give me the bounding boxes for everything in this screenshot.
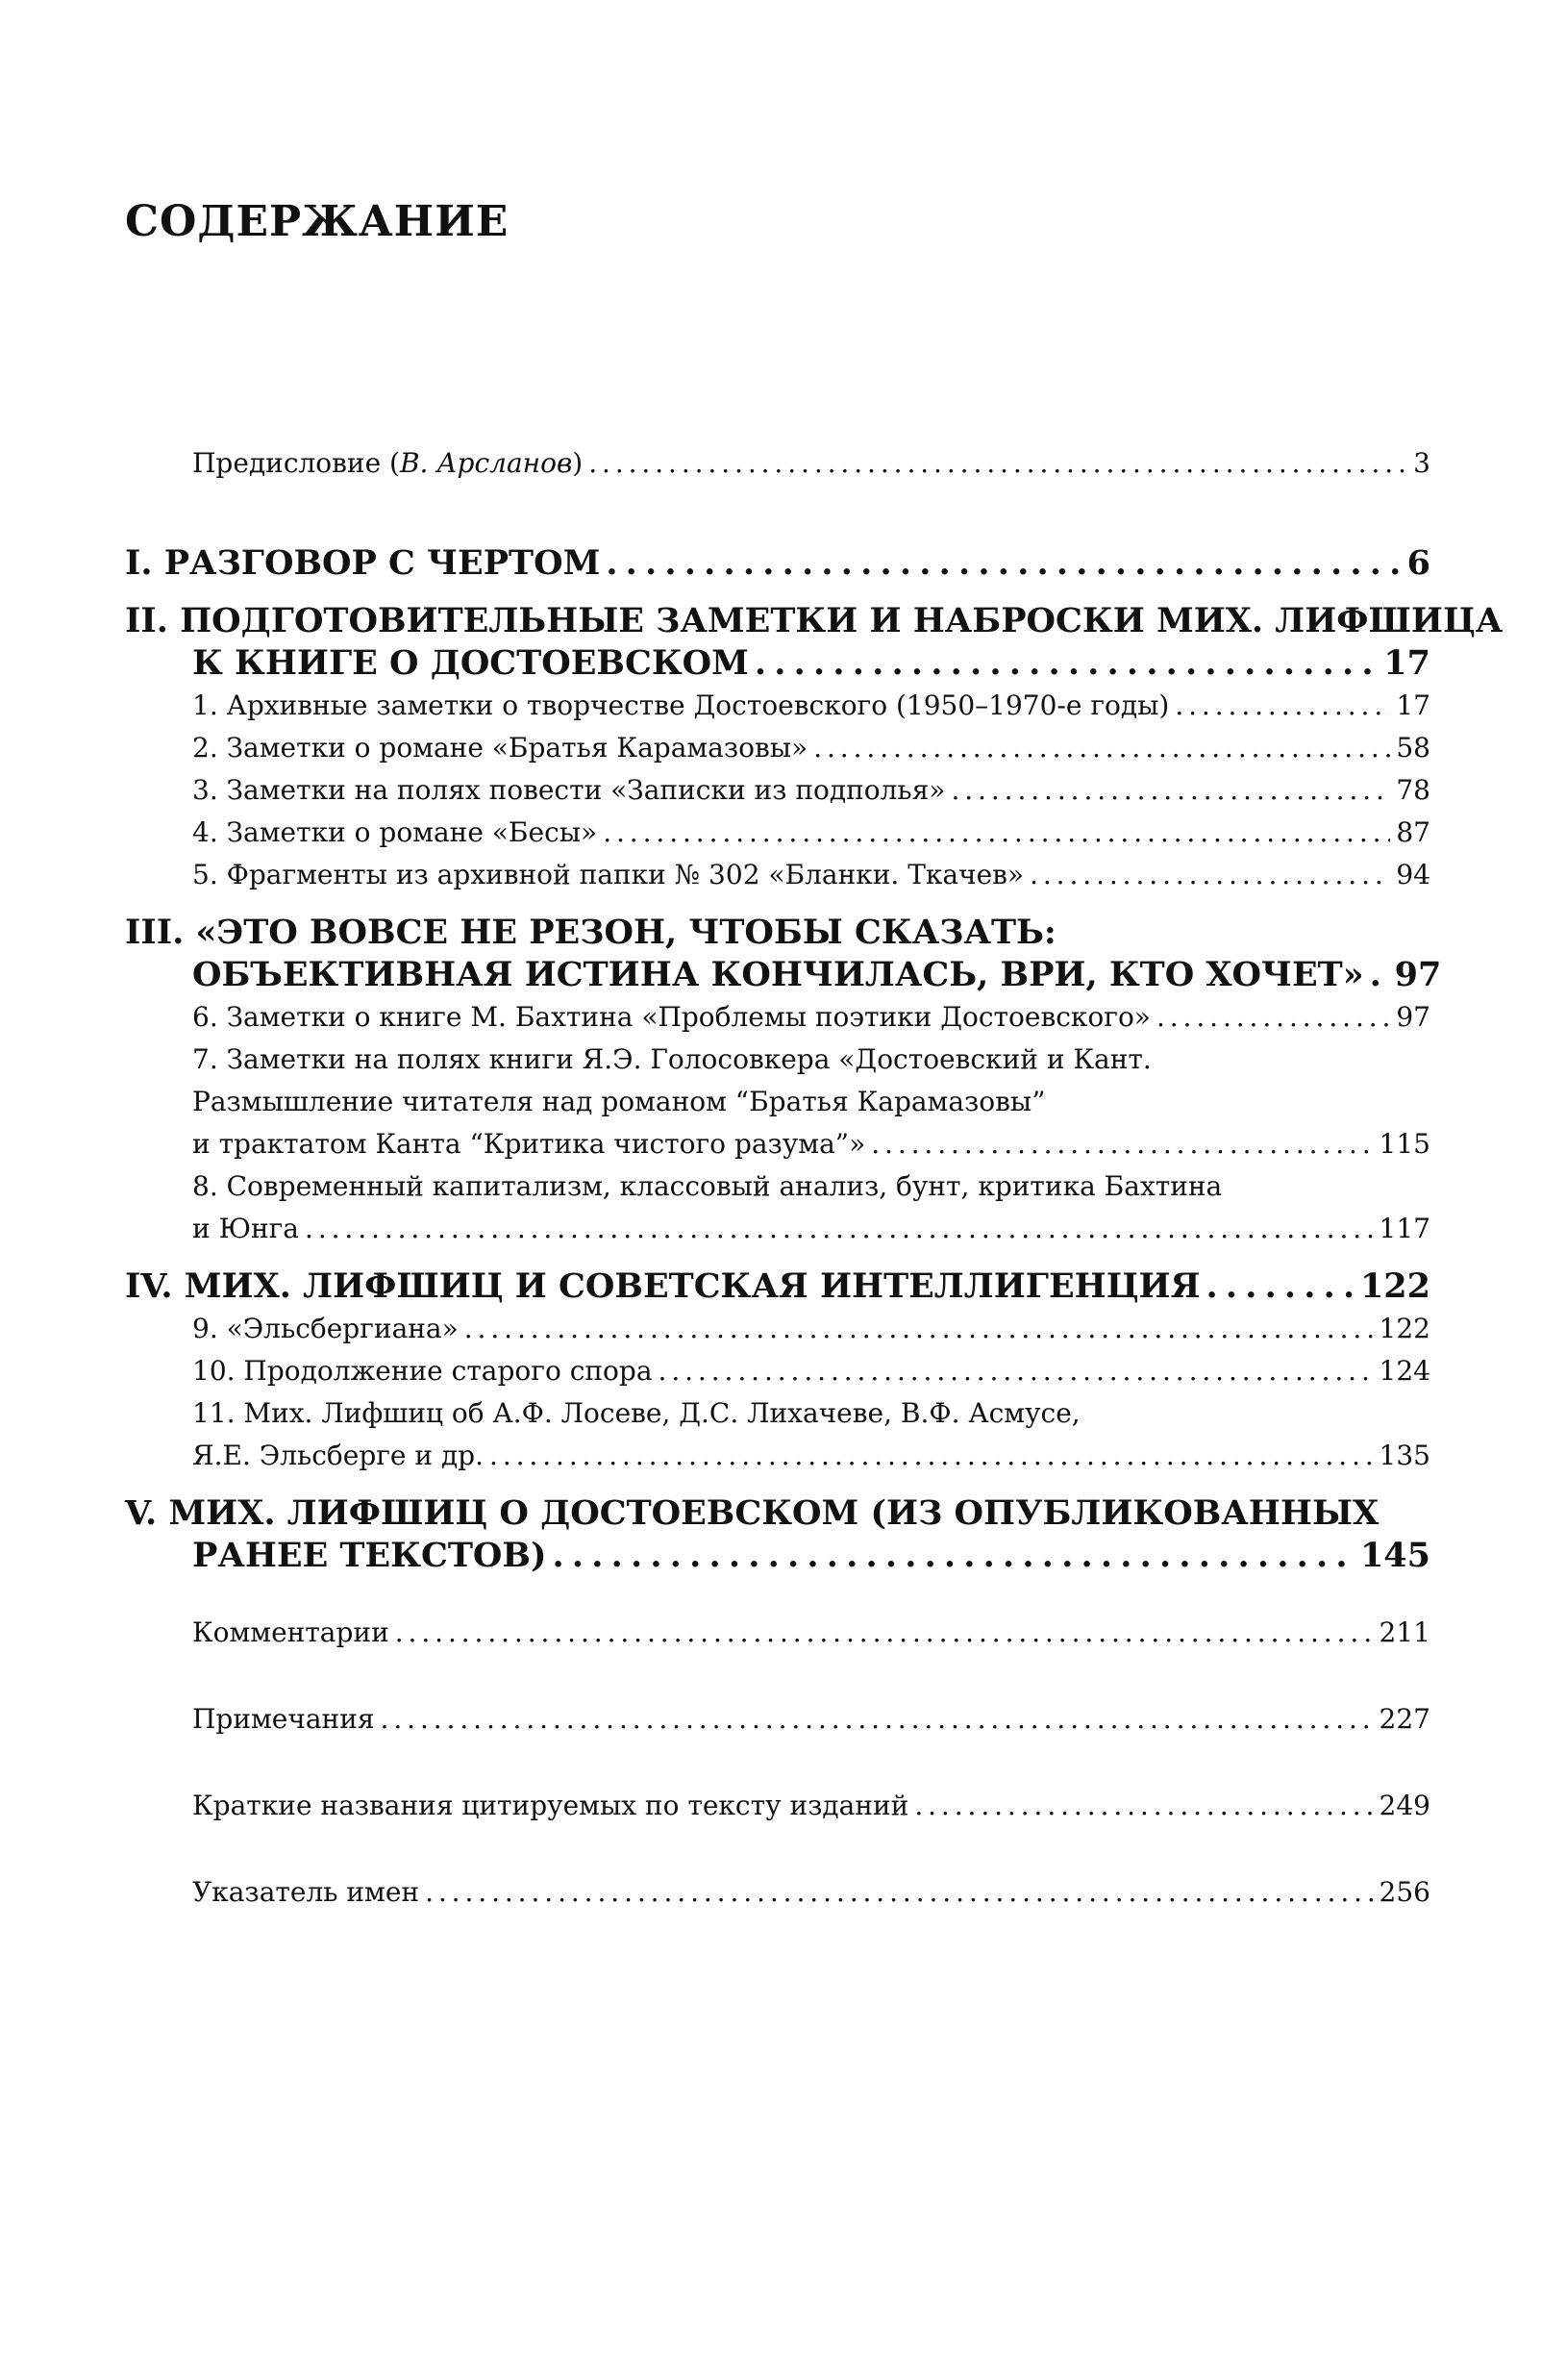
- leader-dots: [813, 727, 1390, 769]
- toc-page-number: 122: [1379, 1313, 1430, 1344]
- leader-dots: [871, 1123, 1373, 1165]
- toc-section-7[interactable]: [125, 1039, 1430, 1165]
- leader-dots: [606, 542, 1401, 585]
- toc-page-number: 17: [1383, 643, 1430, 683]
- toc-section-5[interactable]: [125, 854, 1430, 896]
- toc-entry-text-continued: и Юнга: [192, 1213, 300, 1244]
- toc-entry-notes[interactable]: [125, 1698, 1430, 1741]
- toc-entry-text-continued: Я.Е. Эльсберге и др.: [192, 1440, 485, 1471]
- toc-entry-commentary[interactable]: [125, 1612, 1430, 1654]
- toc-part-title-continued: К КНИГЕ О ДОСТОЕВСКОМ: [192, 643, 749, 683]
- toc-page-number: 145: [1359, 1536, 1430, 1575]
- toc-page-number: 124: [1379, 1355, 1430, 1387]
- leader-dots: [1175, 685, 1390, 727]
- toc-part-title-continued: РАНЕЕ ТЕКСТОВ): [192, 1536, 547, 1575]
- preface-author: В. Арсланов: [399, 447, 573, 479]
- toc-section-6[interactable]: [125, 996, 1430, 1039]
- leader-dots: [755, 642, 1378, 685]
- toc-entry-text: 2. Заметки о романе «Братья Карамазовы»: [192, 732, 808, 764]
- toc-entry-text: Комментарии: [192, 1616, 389, 1648]
- toc-entry-text: Примечания: [192, 1703, 375, 1735]
- leader-dots: [489, 1435, 1374, 1477]
- leader-dots: [914, 1785, 1373, 1827]
- leader-dots: [659, 1350, 1374, 1392]
- toc-page-number: 6: [1406, 543, 1430, 583]
- toc-entry-text: 6. Заметки о книге М. Бахтина «Проблемы поэтики Достоевского»: [192, 1001, 1151, 1033]
- toc-page-number: 58: [1396, 732, 1430, 764]
- leader-dots: [381, 1698, 1374, 1741]
- toc-part-title: III. «ЭТО ВОВСЕ НЕ РЕЗОН, ЧТОБЫ СКАЗАТЬ:: [125, 913, 1056, 952]
- leader-dots: [425, 1871, 1373, 1914]
- toc-page-number: 17: [1396, 689, 1430, 721]
- toc-page-number: 97: [1394, 955, 1442, 994]
- leader-dots: [951, 769, 1390, 812]
- leader-dots: [1206, 1265, 1354, 1308]
- toc-entry-text: Краткие названия цитируемых по тексту изданий: [192, 1790, 909, 1821]
- toc-entry-text: Предисловие (В. Арсланов): [192, 447, 584, 479]
- toc-part-1[interactable]: [125, 542, 1430, 585]
- leader-dots: [305, 1208, 1374, 1250]
- toc-section-1[interactable]: [125, 685, 1430, 727]
- toc-page-number: 3: [1413, 447, 1430, 479]
- toc-section-10[interactable]: [125, 1350, 1430, 1392]
- toc-entry-text: 5. Фрагменты из архивной папки № 302 «Бланки. Ткачев»: [192, 859, 1025, 890]
- toc-page-number: 87: [1396, 816, 1430, 848]
- toc-entry-preface[interactable]: [125, 442, 1430, 485]
- toc-part-title: I. РАЗГОВОР С ЧЕРТОМ: [125, 543, 601, 583]
- toc-page-number: 256: [1379, 1876, 1430, 1908]
- toc-entry-text: 3. Заметки на полях повести «Записки из подполья»: [192, 774, 946, 806]
- toc-part-title: V. МИХ. ЛИФШИЦ О ДОСТОЕВСКОМ (ИЗ ОПУБЛИКОВАННЫХ: [125, 1493, 1380, 1533]
- leader-dots: [395, 1612, 1374, 1654]
- toc-part-title-continued: ОБЪЕКТИВНАЯ ИСТИНА КОНЧИЛАСЬ, ВРИ, КТО ХОЧЕТ»: [192, 955, 1364, 994]
- leader-dots: [553, 1535, 1355, 1577]
- toc-page-number: 249: [1379, 1790, 1430, 1821]
- toc-entry-text-continued: Размышление читателя над романом “Братья Карамазовы”: [192, 1086, 1046, 1117]
- toc-entry-text: 11. Мих. Лифшиц об А.Ф. Лосеве, Д.С. Лихачеве, В.Ф. Асмусе,: [192, 1397, 1081, 1429]
- toc-entry-name-index[interactable]: [125, 1871, 1430, 1914]
- toc-section-2[interactable]: [125, 727, 1430, 769]
- leader-dots: [1370, 954, 1389, 996]
- toc-entry-text: Указатель имен: [192, 1876, 420, 1908]
- toc-section-11[interactable]: [125, 1392, 1430, 1477]
- toc-entry-text: 1. Архивные заметки о творчестве Достоевского (1950–1970-е годы): [192, 689, 1170, 721]
- toc-section-4[interactable]: [125, 812, 1430, 854]
- toc-section-9[interactable]: [125, 1308, 1430, 1350]
- toc-section-3[interactable]: [125, 769, 1430, 812]
- toc-part-3[interactable]: [125, 912, 1442, 996]
- toc-page-number: 94: [1396, 859, 1430, 890]
- toc-entry-text: 8. Современный капитализм, классовый анализ, бунт, критика Бахтина: [192, 1170, 1223, 1202]
- leader-dots: [1030, 854, 1390, 896]
- toc-entry-text: 4. Заметки о романе «Бесы»: [192, 816, 598, 848]
- leader-dots: [603, 812, 1390, 854]
- toc-page-number: 97: [1396, 1001, 1430, 1033]
- toc-part-4[interactable]: [125, 1265, 1430, 1308]
- toc-page-number: 227: [1379, 1703, 1430, 1735]
- table-of-contents: [125, 442, 1504, 1914]
- toc-section-8[interactable]: [125, 1165, 1430, 1250]
- toc-entry-abbreviations[interactable]: [125, 1785, 1430, 1827]
- toc-page-number: 117: [1379, 1213, 1430, 1244]
- toc-page-number: 115: [1379, 1128, 1430, 1160]
- leader-dots: [464, 1308, 1374, 1350]
- toc-page-number: 135: [1379, 1440, 1430, 1471]
- toc-part-5[interactable]: [125, 1492, 1430, 1577]
- page-title: СОДЕРЖАНИЕ: [125, 197, 510, 246]
- leader-dots: [1156, 996, 1390, 1039]
- toc-page-number: 122: [1359, 1266, 1430, 1306]
- toc-entry-text: 9. «Эльсбергиана»: [192, 1313, 459, 1344]
- toc-page-number: 211: [1379, 1616, 1430, 1648]
- leader-dots: [588, 442, 1407, 485]
- toc-part-title: II. ПОДГОТОВИТЕЛЬНЫЕ ЗАМЕТКИ И НАБРОСКИ МИХ. ЛИФШИЦА: [125, 601, 1504, 640]
- toc-entry-text: 10. Продолжение старого спора: [192, 1355, 653, 1387]
- toc-entry-text: 7. Заметки на полях книги Я.Э. Голосовкера «Достоевский и Кант.: [192, 1043, 1152, 1075]
- toc-entry-text-continued: и трактатом Канта “Критика чистого разума”»: [192, 1128, 866, 1160]
- toc-part-title: IV. МИХ. ЛИФШИЦ И СОВЕТСКАЯ ИНТЕЛЛИГЕНЦИЯ: [125, 1266, 1201, 1306]
- toc-part-2[interactable]: [125, 600, 1504, 685]
- toc-page-number: 78: [1396, 774, 1430, 806]
